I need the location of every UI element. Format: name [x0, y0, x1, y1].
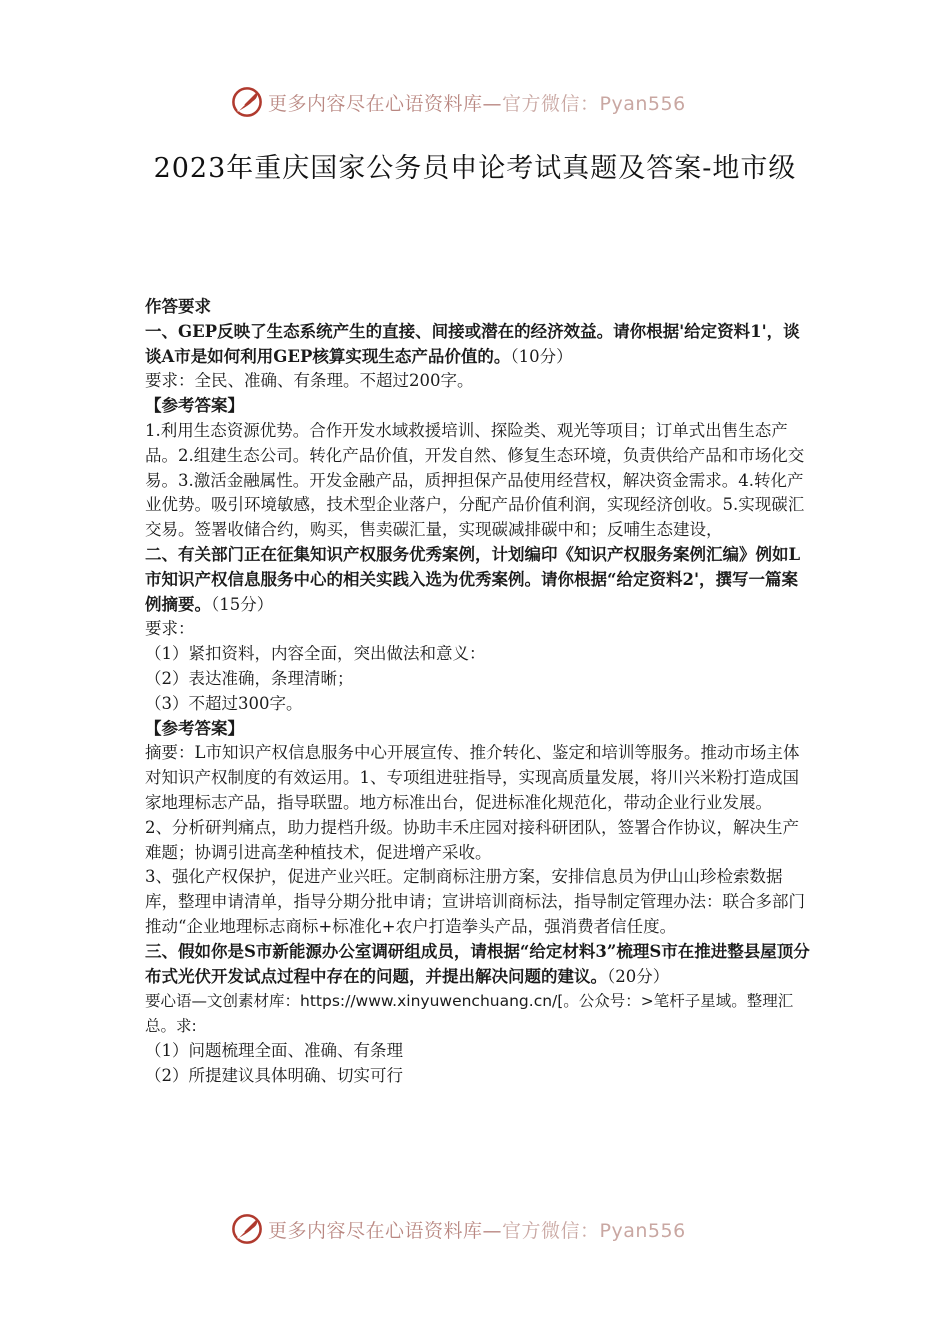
requirement-item: （2）表达准确，条理清晰；	[145, 668, 354, 688]
question-2-requirement: 要求：	[145, 619, 195, 639]
footer-banner	[0, 1207, 950, 1251]
question-2: 二、有关部门正在征集知识产权服务优秀案例，计划编印《知识产权服务案例汇编》例如L市知识产权信息服务中心的相关实践入选为优秀案例。请你根据“给定资料2'，撰写一篇案例摘要。（15分）	[145, 544, 801, 614]
answer-2-paragraph: 摘要：L市知识产权信息服务中心开展宣传、推介转化、鉴定和培训等服务。推动市场主体对知识产权制度的有效运用。1、专项组进驻指导，实现高质量发展，将川兴米粉打造成国家地理标志产品，指导联盟。地方标准出台，促进标准化规范化，带动企业行业发展。	[145, 743, 800, 812]
question-1: 一、GEP反映了生态系统产生的直接、间接或潜在的经济效益。请你根据'给定资料1'，谈谈A市是如何利用GEP核算实现生态产品价值的。（10分）	[145, 321, 800, 366]
requirement-item: （1）紧扣资料，内容全面，突出做法和意义：	[145, 644, 486, 664]
watermark-note: 要心语—文创素材库：https://www.xinyuwenchuang.cn/[。公众号：>笔杆子星域。整理汇总。求:	[145, 992, 794, 1036]
requirement-item: （2）所提建议具体明确、切实可行	[145, 1065, 403, 1085]
quill-logo-icon	[230, 85, 264, 119]
answer-label: 【参考答案】	[145, 718, 244, 738]
banner-text: 更多内容尽在心语资料库—官方微信：Pyan556	[268, 92, 686, 115]
header-banner	[0, 80, 950, 124]
requirement-item: （1）问题梳理全面、准确、有条理	[145, 1040, 403, 1060]
answer-1: 1.利用生态资源优势。合作开发水域救援培训、探险类、观光等项目；订单式出售生态产品。2.组建生态公司。转化产品价值，开发自然、修复生态环境，负责供给产品和市场化交易。3.激活金融属性。开发金融产品，质押担保产品使用经营权，解决资金需求。4.转化产业优势。吸引环境敏感，技术型企业落户，分配产品价值利润，实现经济创收。5.实现碳汇交易。签署收储合约，购买，售卖碳汇量，实现碳减排碳中和；反哺生态建设，	[145, 420, 805, 540]
document-body	[145, 295, 813, 1089]
banner-contact: 官方微信：Pyan556	[502, 92, 686, 115]
banner-text: 更多内容尽在心语资料库—官方微信：Pyan556	[268, 1219, 686, 1242]
answer-label: 【参考答案】	[145, 396, 244, 416]
answer-2-paragraph: 2、分析研判痛点，助力提档升级。协助丰禾庄园对接科研团队，签署合作协议，解决生产难题；协调引进高垄种植技术，促进增产采收。	[145, 817, 799, 862]
quill-logo-icon	[230, 1212, 264, 1246]
answer-2-paragraph: 3、强化产权保护，促进产业兴旺。定制商标注册方案，安排信息员为伊山山珍检索数据库，整理申请清单，指导分期分批申请；宣讲培训商标法，指导制定管理办法：联合多部门推动“企业地理标志商标+标准化+农户打造拳头产品，强消费者信任度。	[145, 867, 805, 936]
section-heading: 作答要求	[145, 297, 211, 316]
page-title: 2023年重庆国家公务员申论考试真题及答案-地市级	[153, 153, 797, 184]
question-1-requirement: 要求：全民、准确、有条理。不超过200字。	[145, 371, 474, 391]
question-3: 三、假如你是S市新能源办公室调研组成员，请根据“给定材料3”梳理S市在推进整县屋顶分布式光伏开发试点过程中存在的问题，并提出解决问题的建议。（20分）	[145, 941, 810, 986]
requirement-item: （3）不超过300字。	[145, 693, 303, 713]
banner-contact: 官方微信：Pyan556	[502, 1219, 686, 1242]
